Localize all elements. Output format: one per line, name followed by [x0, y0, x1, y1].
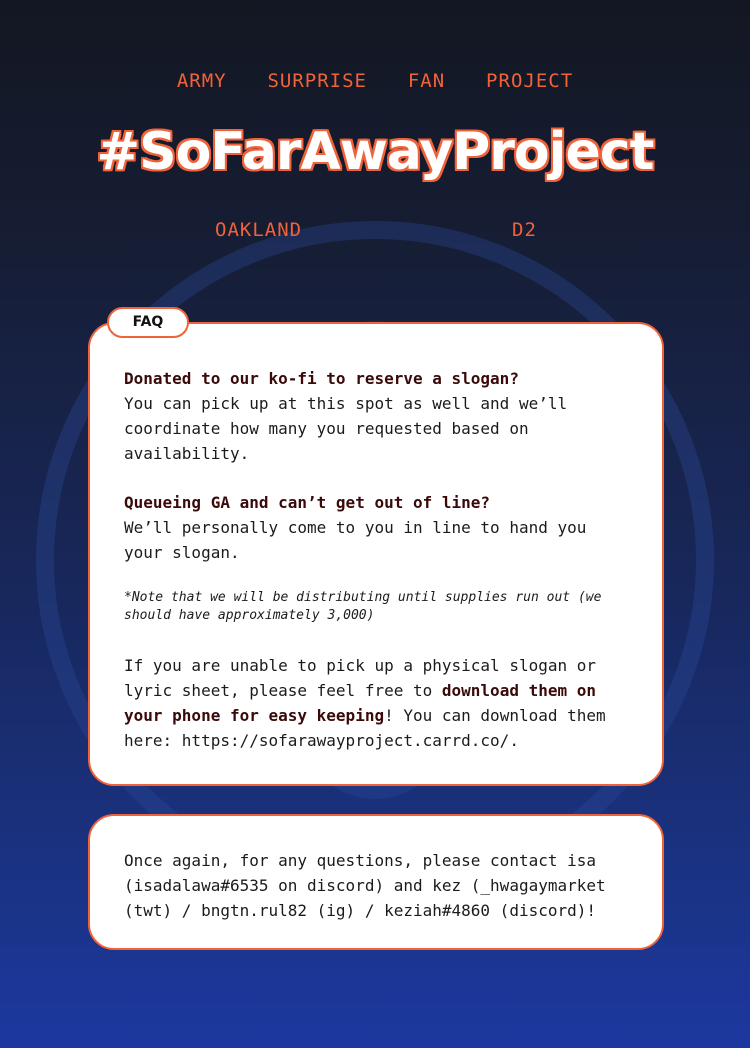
faq-question: Queueing GA and can’t get out of line?	[124, 493, 491, 512]
faq-answer: We’ll personally come to you in line to hand you your slogan.	[124, 518, 587, 562]
faq-answer: You can pick up at this spot as well and we’ll coordinate how many you requested based on availability.	[124, 394, 568, 463]
contact-card	[88, 814, 664, 950]
contact-text: Once again, for any questions, please contact isa (isadalawa#6535 on discord) and kez (_hwagaymarket (twt) / bngtn.rul82 (ig) / keziah#4860 (discord)!	[124, 851, 606, 920]
supply-note: *Note that we will be distributing until supplies run out (we should have approximately 3,000)	[124, 590, 602, 623]
faq-question: Donated to our ko-fi to reserve a slogan?	[124, 369, 519, 388]
download-text-bold: download them on your phone for easy keeping	[124, 681, 597, 725]
faq-item-queue	[124, 490, 628, 565]
location-label: OAKLAND	[215, 219, 303, 241]
download-paragraph	[124, 653, 628, 753]
download-text-end: ! You can download them here: https://sofarawayproject.carrd.co/.	[124, 706, 606, 750]
faq-tab-label: FAQ	[107, 307, 189, 338]
eyebrow-text: ARMY SURPRISE FAN PROJECT	[176, 70, 574, 92]
download-text-start: If you are unable to pick up a physical slogan or lyric sheet, please feel free to	[124, 656, 597, 700]
page-title: #SoFarAwayProject	[96, 122, 654, 182]
day-label: D2	[512, 219, 537, 241]
faq-item-kofi	[124, 366, 628, 466]
faq-card	[88, 322, 664, 786]
